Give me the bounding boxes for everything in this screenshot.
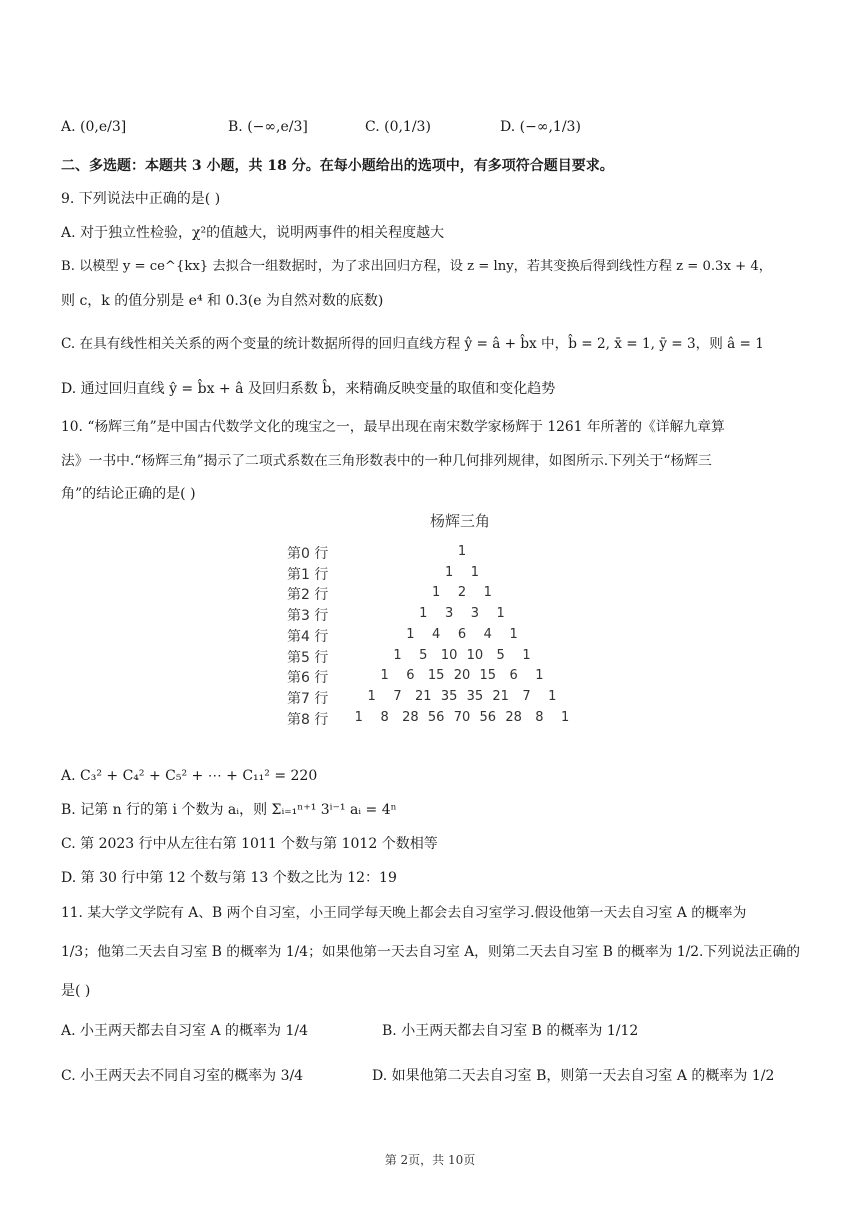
- triangle-number: 3: [444, 606, 454, 622]
- q10-stem-line3: 角”的结论正确的是( ): [61, 486, 196, 502]
- figure-title: 杨辉三角: [429, 512, 490, 530]
- triangle-number: 1: [509, 626, 518, 642]
- triangle-number: 70: [453, 709, 471, 725]
- triangle-number: 21: [415, 688, 432, 704]
- triangle-number: 56: [427, 709, 445, 725]
- section-header: 二、多选题：本题共 3 小题，共 18 分。在每小题给出的选项中，有多项符合题目要求。: [61, 158, 614, 174]
- triangle-number: 1: [496, 606, 505, 622]
- triangle-number: 1: [354, 709, 363, 725]
- triangle-number: 1: [483, 585, 492, 601]
- triangle-number: 10: [466, 647, 484, 663]
- triangle-number: 5: [496, 647, 505, 663]
- q9-option-c: C. 在具有线性相关关系的两个变量的统计数据所得的回归直线方程 ŷ = â + b̂x 中，b̂ = 2, x̄ = 1, ȳ = 3，则 â = 1: [61, 336, 764, 352]
- triangle-number: 6: [406, 668, 415, 684]
- prev-option-c: C. (0,1/3): [365, 119, 431, 135]
- row-label: 第1 行: [287, 566, 329, 583]
- q11-stem-line3: 是( ): [61, 983, 91, 999]
- row-label: 第6 行: [287, 670, 329, 687]
- q10-option-a: A. C₃² + C₄² + C₅² + ⋯ + C₁₁² = 220: [61, 768, 318, 784]
- triangle-number: 56: [479, 709, 497, 725]
- triangle-number: 1: [457, 544, 467, 559]
- q9-option-d: D. 通过回归直线 ŷ = b̂x + â 及回归系数 b̂，来精确反映变量的取值和变化趋势: [61, 381, 556, 397]
- q11-stem-line2: 1/3；他第二天去自习室 B 的概率为 1/4；如果他第一天去自习室 A，则第二天去自习室 B 的概率为 1/2.下列说法正确的: [61, 944, 800, 960]
- row-label: 第0 行: [287, 546, 329, 562]
- q10-option-c: C. 第 2023 行中从左往右第 1011 个数与第 1012 个数相等: [61, 836, 438, 852]
- triangle-number: 21: [492, 688, 509, 704]
- triangle-number: 8: [380, 709, 389, 725]
- q9-option-b-line1: B. 以模型 y = ce^{kx} 去拟合一组数据时，为了求出回归方程，设 z = lny，若其变换后得到线性方程 z = 0.3x + 4，: [61, 259, 772, 274]
- triangle-number: 1: [419, 606, 428, 622]
- q10-option-b: B. 记第 n 行的第 i 个数为 aᵢ，则 Σᵢ₌₁ⁿ⁺¹ 3ⁱ⁻¹ aᵢ = 4ⁿ: [61, 802, 397, 818]
- triangle-number: 3: [470, 606, 480, 622]
- q9-option-a: A. 对于独立性检验，χ²的值越大，说明两事件的相关程度越大: [61, 225, 445, 241]
- triangle-number: 1: [548, 688, 557, 704]
- q11-option-b: B. 小王两天都去自习室 B 的概率为 1/12: [382, 1023, 639, 1039]
- triangle-number: 15: [479, 668, 497, 684]
- triangle-number: 6: [509, 668, 518, 684]
- row-label: 第7 行: [287, 690, 329, 707]
- triangle-number: 1: [367, 688, 376, 704]
- triangle-number: 1: [535, 668, 544, 684]
- triangle-number: 7: [522, 688, 531, 704]
- triangle-number: 10: [440, 647, 458, 663]
- triangle-number: 1: [406, 626, 415, 642]
- triangle-number: 1: [561, 709, 570, 725]
- q11-option-d: D. 如果他第二天去自习室 B，则第一天去自习室 A 的概率为 1/2: [372, 1068, 775, 1084]
- triangle-number: 4: [483, 626, 492, 642]
- q9-stem: 9. 下列说法中正确的是( ): [61, 191, 221, 207]
- triangle-number: 1: [380, 668, 389, 684]
- triangle-number: 28: [505, 709, 522, 725]
- triangle-number: 5: [419, 647, 428, 663]
- triangle-number: 1: [432, 585, 441, 601]
- triangle-number: 35: [440, 688, 458, 704]
- triangle-number: 6: [457, 626, 467, 642]
- row-label: 第3 行: [287, 608, 329, 625]
- prev-option-d: D. (−∞,1/3): [500, 119, 581, 135]
- triangle-number: 7: [393, 688, 402, 704]
- triangle-number: 1: [444, 564, 454, 580]
- prev-option-b: B. (−∞,e/3]: [228, 119, 308, 135]
- triangle-number: 1: [393, 647, 402, 663]
- q10-option-d: D. 第 30 行中第 12 个数与第 13 个数之比为 12：19: [61, 870, 397, 886]
- page-footer: 第 2页，共 10页: [384, 1153, 476, 1167]
- q11-option-a: A. 小王两天都去自习室 A 的概率为 1/4: [61, 1023, 309, 1039]
- q11-stem-line1: 11. 某大学文学院有 A、B 两个自习室，小王同学每天晚上都会去自习室学习.假设他第一天去自习室 A 的概率为: [61, 905, 747, 921]
- row-label: 第8 行: [287, 711, 329, 728]
- prev-option-a: A. (0,e/3]: [61, 119, 127, 135]
- triangle-number: 4: [432, 626, 441, 642]
- triangle-number: 8: [535, 709, 544, 725]
- triangle-number: 1: [522, 647, 531, 663]
- q11-option-c: C. 小王两天去不同自习室的概率为 3/4: [61, 1068, 304, 1084]
- q9-option-b-line2: 则 c，k 的值分别是 e⁴ 和 0.3(e 为自然对数的底数): [61, 293, 384, 309]
- row-label: 第2 行: [287, 587, 329, 604]
- q10-stem-line2: 法》一书中.“杨辉三角”揭示了二项式系数在三角形数表中的一种几何排列规律，如图所示.下列关于“杨辉三: [61, 453, 712, 469]
- q10-stem-line1: 10. “杨辉三角”是中国古代数学文化的瑰宝之一，最早出现在南宋数学家杨辉于 1261 年所著的《详解九章算: [61, 419, 725, 435]
- triangle-number: 35: [466, 688, 484, 704]
- triangle-number: 15: [427, 668, 445, 684]
- triangle-number: 2: [457, 585, 467, 601]
- triangle-number: 20: [453, 668, 471, 684]
- row-label: 第5 行: [287, 649, 329, 666]
- row-label: 第4 行: [287, 628, 329, 645]
- triangle-number: 1: [470, 564, 480, 580]
- triangle-number: 28: [402, 709, 419, 725]
